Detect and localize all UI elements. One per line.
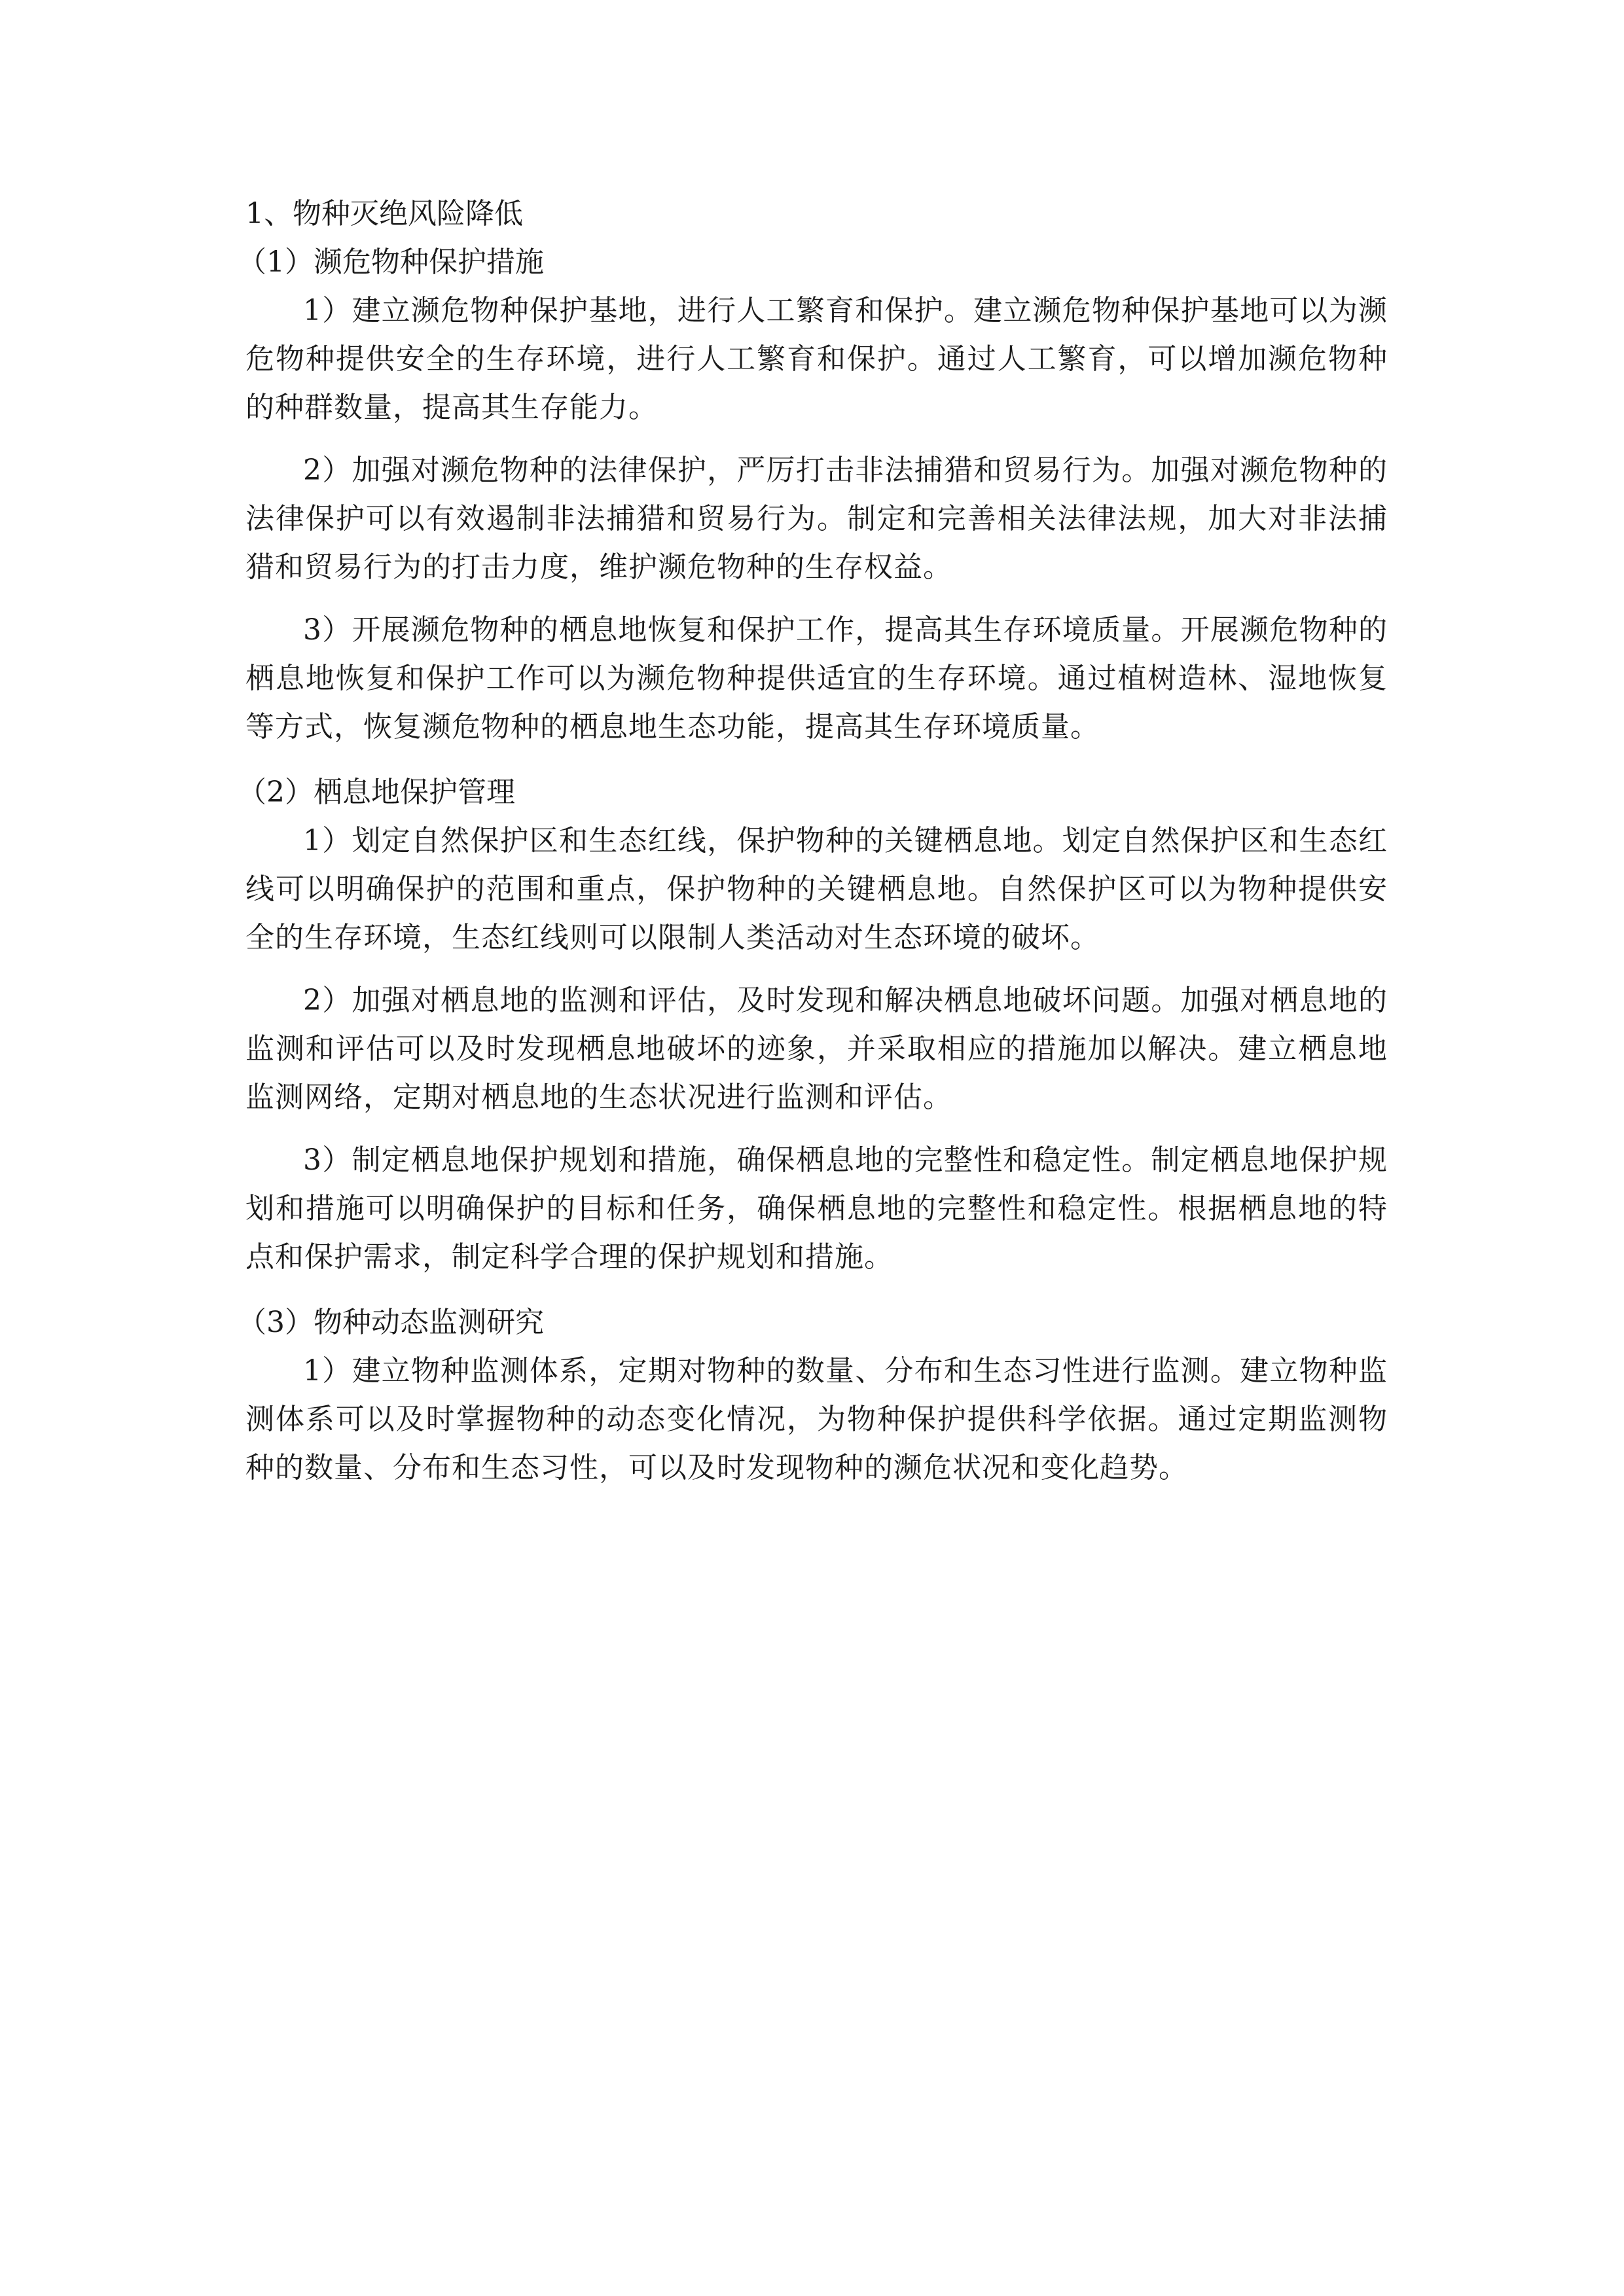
section-habitat-management [238,768,1388,1282]
document-title: 1、物种灭绝风险降低 [245,197,523,230]
paragraph: 1）建立濒危物种保护基地，进行人工繁育和保护。建立濒危物种保护基地可以为濒危物种提供安全的生存环境，进行人工繁育和保护。通过人工繁育，可以增加濒危物种的种群数量，提高其生存能力。 [245,294,1388,424]
paragraph: 2）加强对濒危物种的法律保护，严厉打击非法捕猎和贸易行为。加强对濒危物种的法律保护可以有效遏制非法捕猎和贸易行为。制定和完善相关法律法规，加大对非法捕猎和贸易行为的打击力度，维护濒危物种的生存权益。 [245,454,1388,584]
paragraph: 2）加强对栖息地的监测和评估，及时发现和解决栖息地破坏问题。加强对栖息地的监测和评估可以及时发现栖息地破坏的迹象，并采取相应的措施加以解决。建立栖息地监测网络，定期对栖息地的生态状况进行监测和评估。 [245,984,1388,1114]
section-endangered-species-measures [238,238,1388,751]
section-species-monitoring [238,1299,1388,1492]
document-body [238,190,1388,1509]
section-heading: （1）濒危物种保护措施 [238,245,544,279]
paragraph: 1）划定自然保护区和生态红线，保护物种的关键栖息地。划定自然保护区和生态红线可以明确保护的范围和重点，保护物种的关键栖息地。自然保护区可以为物种提供安全的生存环境，生态红线则可以限制人类活动对生态环境的破坏。 [245,824,1388,954]
paragraph: 1）建立物种监测体系，定期对物种的数量、分布和生态习性进行监测。建立物种监测体系可以及时掌握物种的动态变化情况，为物种保护提供科学依据。通过定期监测物种的数量、分布和生态习性，可以及时发现物种的濒危状况和变化趋势。 [245,1354,1388,1484]
section-heading: （2）栖息地保护管理 [238,776,515,809]
section-heading: （3）物种动态监测研究 [238,1306,544,1339]
paragraph: 3）制定栖息地保护规划和措施，确保栖息地的完整性和稳定性。制定栖息地保护规划和措施可以明确保护的目标和任务，确保栖息地的完整性和稳定性。根据栖息地的特点和保护需求，制定科学合理的保护规划和措施。 [245,1143,1388,1274]
paragraph: 3）开展濒危物种的栖息地恢复和保护工作，提高其生存环境质量。开展濒危物种的栖息地恢复和保护工作可以为濒危物种提供适宜的生存环境。通过植树造林、湿地恢复等方式，恢复濒危物种的栖息地生态功能，提高其生存环境质量。 [245,613,1388,744]
